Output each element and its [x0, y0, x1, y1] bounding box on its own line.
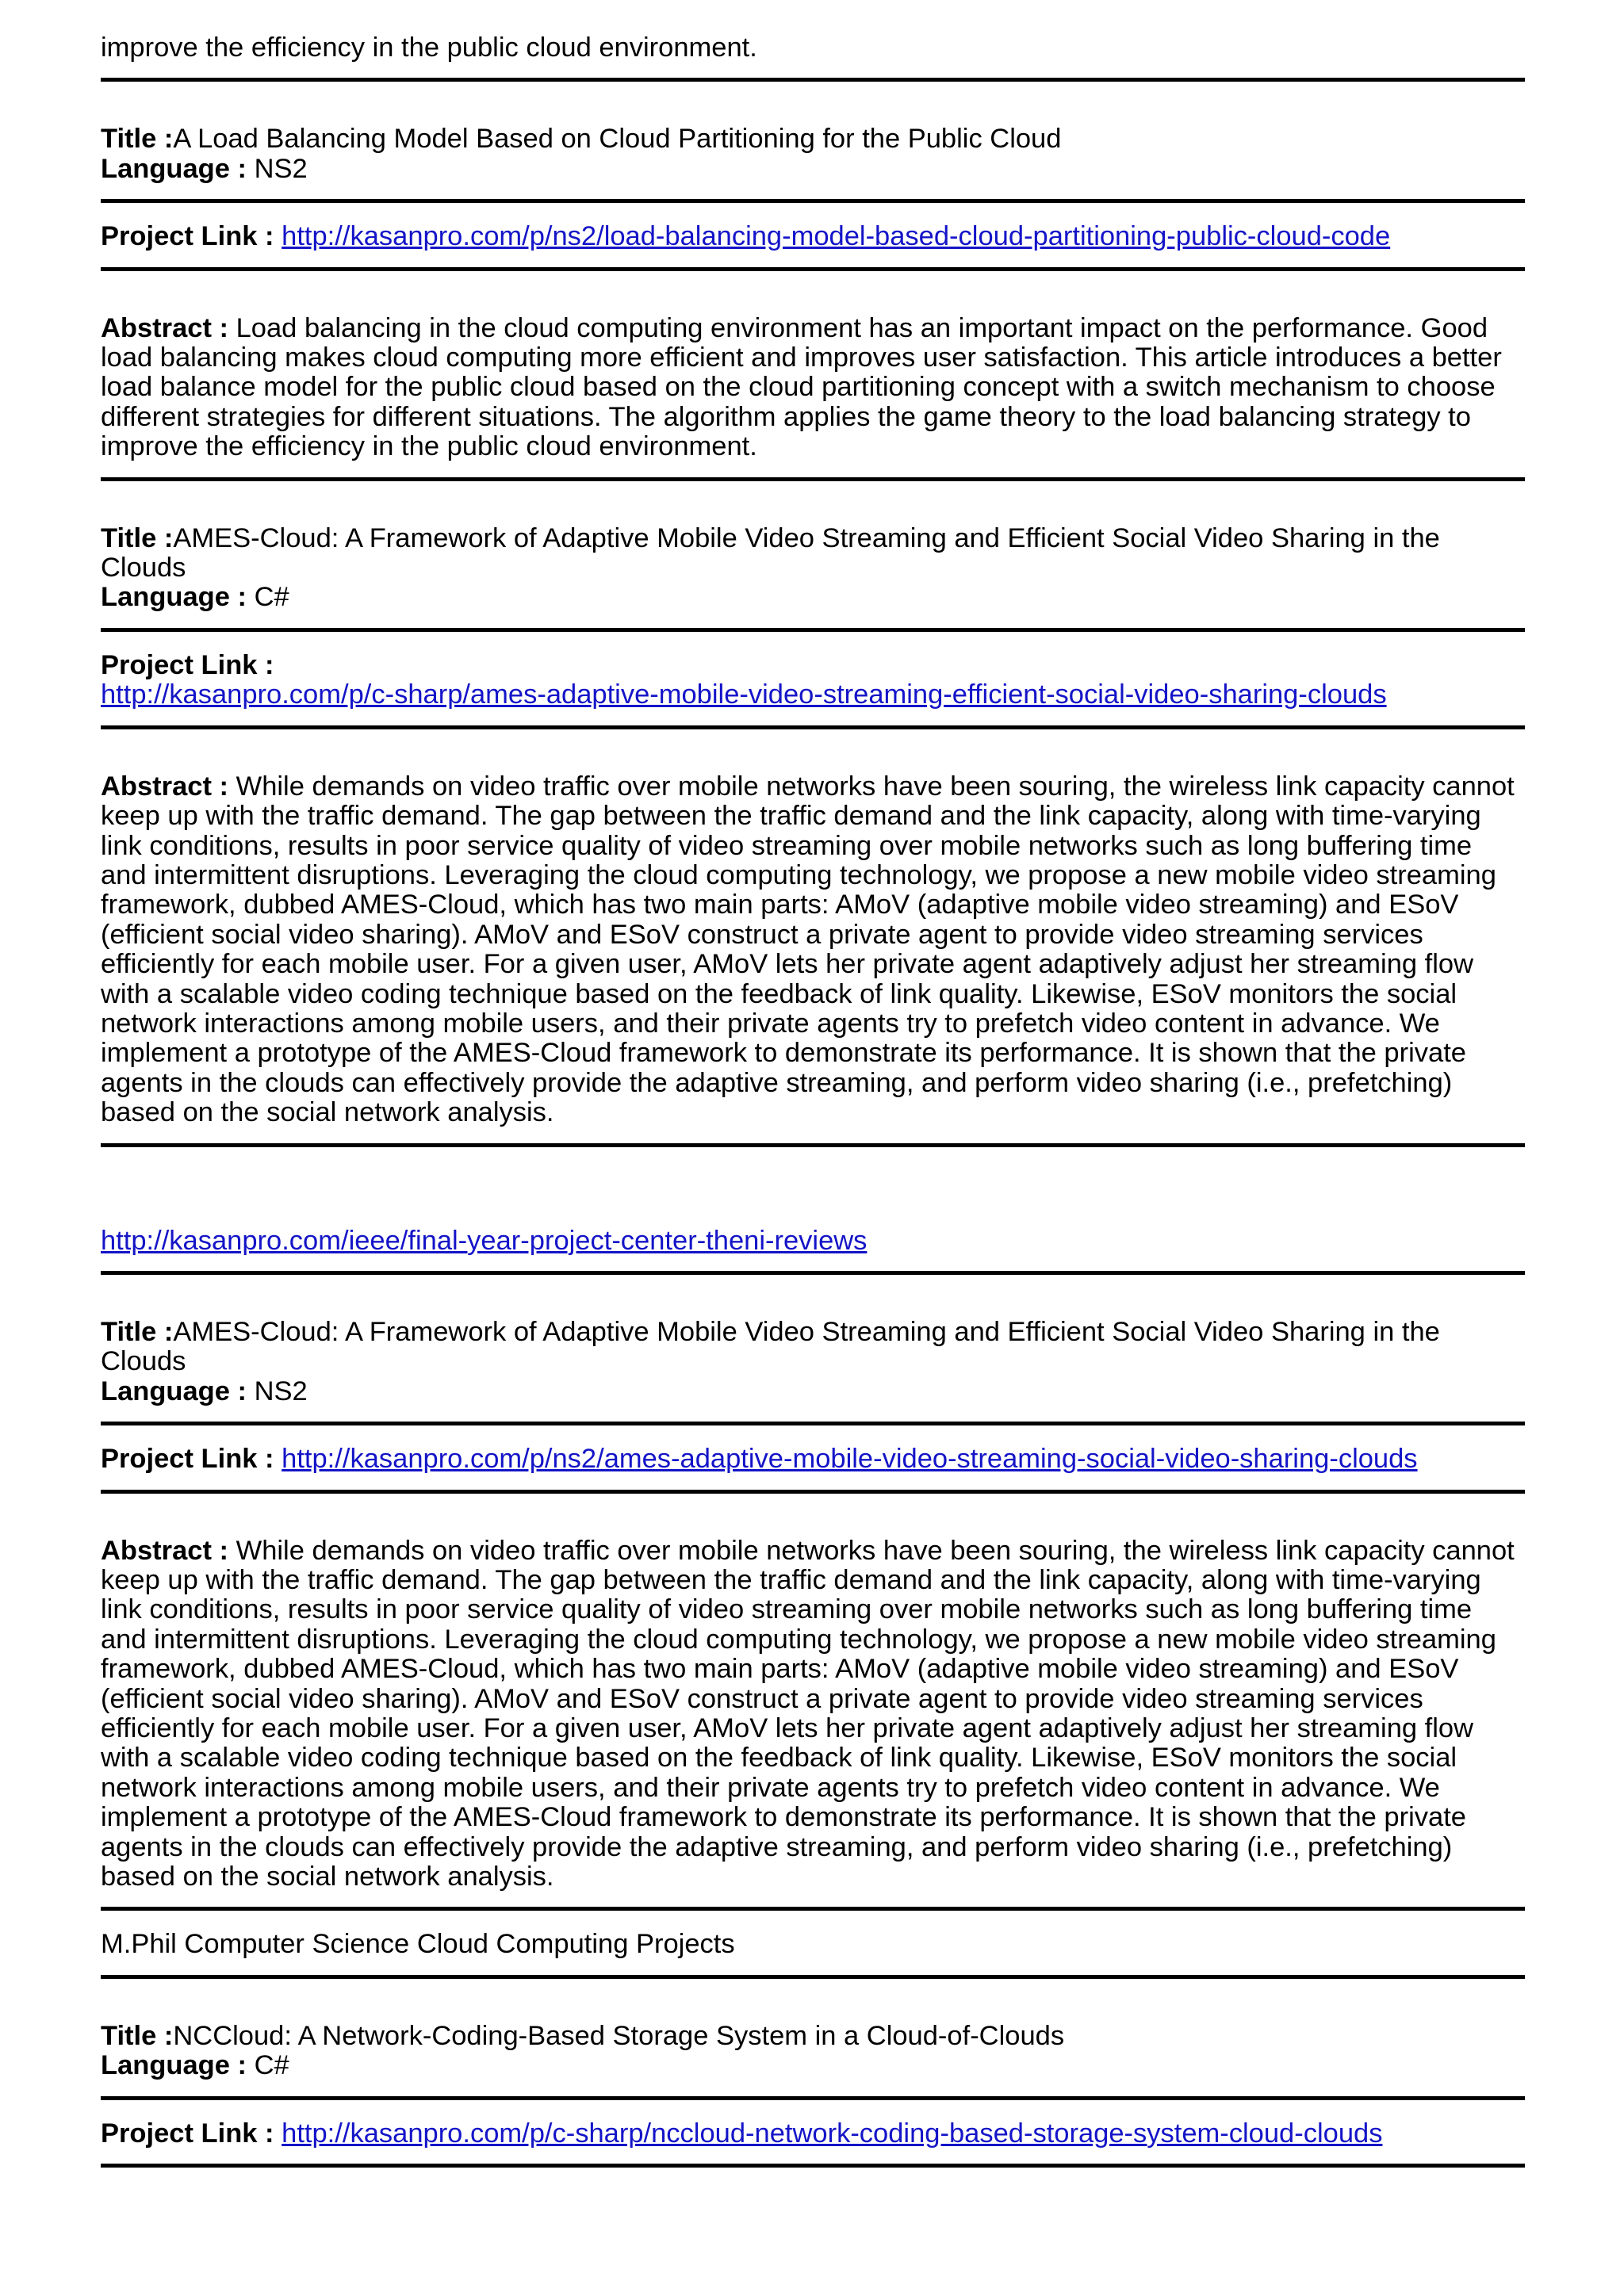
entry-0-project-link: Project Link : http://kasanpro.com/p/ns2/load-balancing-model-based-cloud-partitioning-public-cloud-code: [101, 221, 1391, 252]
entry-1-title: Title :AMES-Cloud: A Framework of Adaptive Mobile Video Streaming and Efficient Social Video Sharing in the Clouds: [101, 522, 1440, 584]
entry-1-language: Language : C#: [101, 582, 289, 613]
entry-3-header: [101, 2022, 1525, 2081]
entry-2-abstract: Abstract : While demands on video traffic over mobile networks have been souring, the wireless link capacity cannot keep up with the traffic demand. The gap between the traffic demand and the link capacity, along with time-varying link conditions, results in poor service quality of video streaming over mobile networks such as long buffering time and intermittent disruptions. Leveraging the cloud computing technology, we propose a new mobile video streaming framework, dubbed AMES-Cloud, which has two main parts: AMoV (adaptive mobile video streaming) and ESoV (efficient social video sharing). AMoV and ESoV construct a private agent to provide video streaming services efficiently for each mobile user. For a given user, AMoV lets her private agent adaptively adjust her streaming flow with a scalable video coding technique based on the feedback of link quality. Likewise, ESoV monitors the social network interactions among mobile users, and their private agents try to prefetch video content in advance. We implement a prototype of the AMES-Cloud framework to demonstrate its performance. It is shown that the private agents in the clouds can effectively provide the adaptive streaming, and perform video sharing (i.e., prefetching) based on the social network analysis.: [101, 1535, 1515, 1892]
entry-0-header: [101, 124, 1525, 184]
entry-2-title: Title :AMES-Cloud: A Framework of Adaptive Mobile Video Streaming and Efficient Social Video Sharing in the Clouds: [101, 1316, 1440, 1377]
document-page: [101, 33, 1525, 2168]
entry-0-title: Title :A Load Balancing Model Based on Cloud Partitioning for the Public Cloud: [101, 124, 1062, 155]
entry-0-project-url[interactable]: http://kasanpro.com/p/ns2/load-balancing-model-based-cloud-partitioning-public-cloud-code: [282, 221, 1391, 252]
entry-2-header: [101, 1318, 1525, 1406]
entry-1-project-link: Project Link : http://kasanpro.com/p/c-sharp/ames-adaptive-mobile-video-streaming-efficient-social-video-sharing-clouds: [101, 649, 1387, 710]
entry-3-language: Language : C#: [101, 2050, 289, 2081]
entry-2-project-url[interactable]: http://kasanpro.com/p/ns2/ames-adaptive-mobile-video-streaming-social-video-sharing-clouds: [282, 1444, 1418, 1475]
reviews-link[interactable]: http://kasanpro.com/ieee/final-year-project-center-theni-reviews: [101, 1225, 868, 1256]
entry-1-header: [101, 524, 1525, 613]
entry-3-title: Title :NCCloud: A Network-Coding-Based Storage System in a Cloud-of-Clouds: [101, 2020, 1065, 2051]
intro-tail-text: improve the efficiency in the public cloud environment.: [101, 33, 757, 63]
reviews-link-row: [101, 1226, 1525, 1256]
entry-0-language: Language : NS2: [101, 153, 308, 184]
entry-2-project-link: Project Link : http://kasanpro.com/p/ns2/ames-adaptive-mobile-video-streaming-social-video-sharing-clouds: [101, 1444, 1418, 1475]
entry-1-project-url[interactable]: http://kasanpro.com/p/c-sharp/ames-adaptive-mobile-video-streaming-efficient-social-video-sharing-clouds: [101, 679, 1387, 710]
entry-3-project-url[interactable]: http://kasanpro.com/p/c-sharp/nccloud-network-coding-based-storage-system-cloud-clouds: [282, 2118, 1383, 2149]
entry-0-abstract: Abstract : Load balancing in the cloud computing environment has an important impact on the performance. Good load balancing makes cloud computing more efficient and improves user satisfaction. This article introduces a better load balance model for the public cloud based on the cloud partitioning concept with a switch mechanism to choose different strategies for different situations. The algorithm applies the game theory to the load balancing strategy to improve the efficiency in the public cloud environment.: [101, 312, 1502, 462]
entry-3-project-link: Project Link : http://kasanpro.com/p/c-sharp/nccloud-network-coding-based-storage-system-cloud-clouds: [101, 2118, 1383, 2149]
entry-2-language: Language : NS2: [101, 1376, 308, 1406]
entry-1-abstract: Abstract : While demands on video traffic over mobile networks have been souring, the wireless link capacity cannot keep up with the traffic demand. The gap between the traffic demand and the link capacity, along with time-varying link conditions, results in poor service quality of video streaming over mobile networks such as long buffering time and intermittent disruptions. Leveraging the cloud computing technology, we propose a new mobile video streaming framework, dubbed AMES-Cloud, which has two main parts: AMoV (adaptive mobile video streaming) and ESoV (efficient social video sharing). AMoV and ESoV construct a private agent to provide video streaming services efficiently for each mobile user. For a given user, AMoV lets her private agent adaptively adjust her streaming flow with a scalable video coding technique based on the feedback of link quality. Likewise, ESoV monitors the social network interactions among mobile users, and their private agents try to prefetch video content in advance. We implement a prototype of the AMES-Cloud framework to demonstrate its performance. It is shown that the private agents in the clouds can effectively provide the adaptive streaming, and perform video sharing (i.e., prefetching) based on the social network analysis.: [101, 771, 1515, 1128]
section-heading: M.Phil Computer Science Cloud Computing Projects: [101, 1929, 735, 1960]
divider: [101, 2164, 1525, 2168]
